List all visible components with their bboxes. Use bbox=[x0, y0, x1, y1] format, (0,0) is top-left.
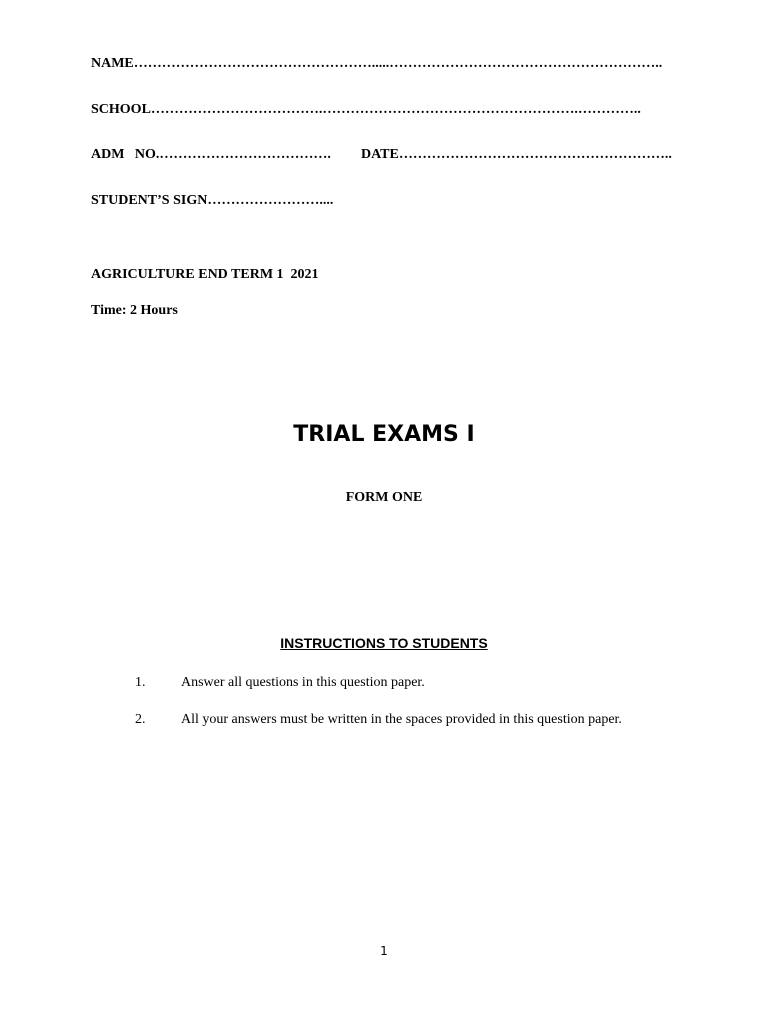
instructions-heading: INSTRUCTIONS TO STUDENTS bbox=[280, 635, 488, 651]
instruction-text: All your answers must be written in the spaces provided in this question paper. bbox=[181, 712, 622, 727]
instruction-text: Answer all questions in this question paper. bbox=[181, 675, 425, 690]
instruction-number: 1. bbox=[135, 675, 146, 690]
instruction-number: 2. bbox=[135, 712, 146, 727]
instruction-item bbox=[0, 712, 768, 730]
exam-time: Time: 2 Hours bbox=[91, 303, 178, 318]
school-field: SCHOOL……………………………….……………………………………………….………….. bbox=[91, 102, 641, 117]
student-sign-field: STUDENT’S SIGN…………………….... bbox=[91, 193, 334, 208]
form-level: FORM ONE bbox=[345, 490, 423, 505]
subject-term-heading: AGRICULTURE END TERM 1 2021 bbox=[91, 267, 319, 282]
instruction-item bbox=[0, 675, 768, 693]
name-field: NAME…………………………………………….....………………………………………………….. bbox=[91, 56, 663, 71]
adm-no-field: ADM NO.………………………………. bbox=[91, 147, 331, 162]
page-number: 1 bbox=[380, 944, 388, 958]
date-field: DATE………………………………………………….. bbox=[361, 147, 672, 162]
exam-title: TRIAL EXAMS I bbox=[293, 422, 475, 447]
